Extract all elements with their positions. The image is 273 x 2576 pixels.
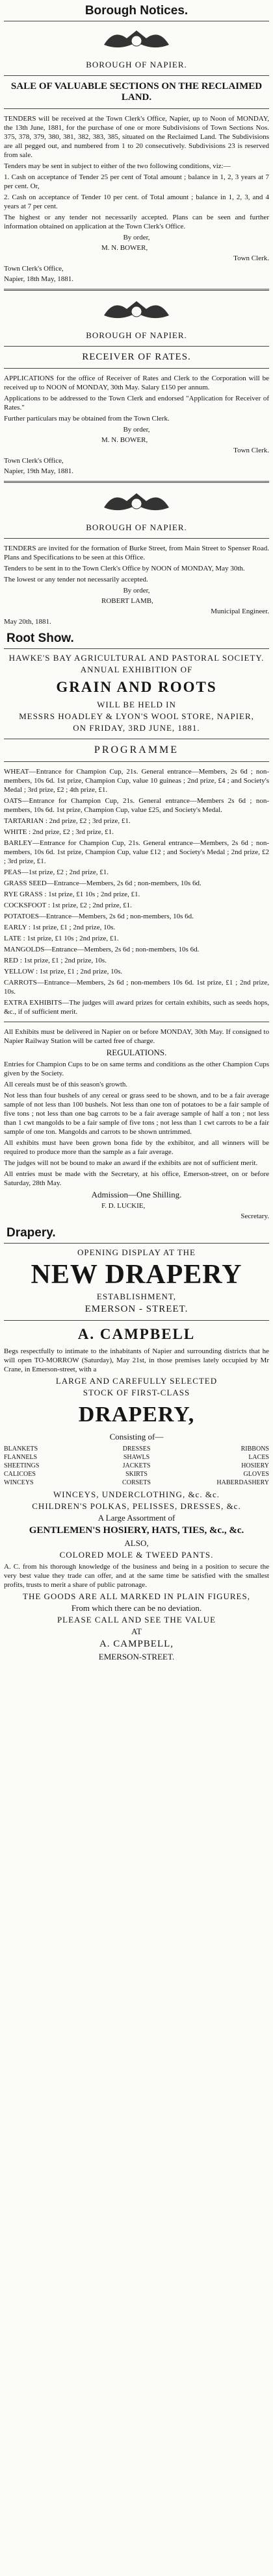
prize-item: MANGOLDS—Entrance—Members, 2s 6d ; non-members, 10s 6d. bbox=[4, 946, 200, 953]
prize-item: WHEAT—Entrance for Champion Cup, 21s. General entrance—Members, 2s 6d ; non-members, 10s 6d. 1st prize, Champion Cup, value 10 guineas ; 2nd prize, £4 ; and Society's Medal ; 3rd prize, £2 ; 4th prize, £1. bbox=[4, 768, 269, 794]
underclothing: WINCEYS, UNDERCLOTHING, &c. &c. bbox=[53, 1490, 220, 1499]
stock-heading: LARGE AND CAREFULLY SELECTED bbox=[55, 1376, 218, 1386]
drapery-word: DRAPERY, bbox=[78, 1403, 195, 1427]
root-show-section bbox=[0, 628, 273, 1221]
prize-item: BARLEY—Entrance for Champion Cup, 21s. General entrance—Members, 2s 6d ; non-members, 10s 6d. 1st prize, Champion Cup, value £12 ; and Society's Medal ; 2nd prize, £2 ; 3rd prize, £1. bbox=[4, 839, 269, 865]
borough-section bbox=[0, 0, 273, 626]
gentlemen-line: GENTLEMEN'S HOSIERY, HATS, TIES, &c., &c. bbox=[29, 1525, 244, 1536]
street: EMERSON - STREET. bbox=[84, 1304, 188, 1314]
goods-item: JACKETS bbox=[122, 1462, 151, 1469]
by-order: By order, bbox=[123, 426, 150, 434]
goods-item: LACES bbox=[248, 1454, 269, 1461]
society-name: HAWKE'S BAY AGRICULTURAL AND PASTORAL SOCIETY. bbox=[8, 653, 265, 663]
address: Town Clerk's Office, bbox=[4, 265, 64, 273]
signatory: M. N. BOWER, bbox=[101, 436, 148, 444]
notice-title: SALE OF VALUABLE SECTIONS ON THE RECLAIMED LAND. bbox=[10, 81, 263, 103]
by-order: By order, bbox=[123, 234, 150, 241]
office: Municipal Engineer. bbox=[211, 607, 269, 615]
entries-note: All Exhibits must be delivered in Napier on or before MONDAY, 30th May. If consigned to Napier Railway Station will be carted free of charge. bbox=[4, 1028, 269, 1045]
please-call: PLEASE CALL AND SEE THE VALUE bbox=[57, 1615, 216, 1625]
establishment: ESTABLISHMENT, bbox=[96, 1292, 177, 1301]
regulation: All cereals must be of this season's growth. bbox=[4, 1081, 128, 1088]
intro-paragraph: Begs respectfully to intimate to the inhabitants of Napier and surrounding districts that he will open TO-MORROW (Saturday), May 21st, in those premises lately occupied by Mr Crane, in Emerson-street, with a bbox=[4, 1347, 269, 1373]
date: May 20th, 1881. bbox=[4, 618, 51, 626]
date: Napier, 19th May, 1881. bbox=[4, 467, 73, 475]
closing-paragraph: A. C. from his thorough knowledge of the business and being in a position to secure the very best value they trade can offer, and at the same time be satisfied with the smallest profits, trusts to merit a share of public patronage. bbox=[4, 1563, 269, 1589]
notice-heading: BOROUGH OF NAPIER. bbox=[86, 60, 187, 69]
prize-item: LATE : 1st prize, £1 10s ; 2nd prize, £1. bbox=[4, 935, 119, 942]
at: AT bbox=[131, 1626, 142, 1636]
section-title: Drapery. bbox=[4, 1222, 269, 1244]
signature-name: A. CAMPBELL, bbox=[99, 1639, 174, 1649]
regulation: Not less than four bushels of any cereal or grass seed to be shown, and to be a fair average sample of not less than 100 bushels. Not less than one ton of potatoes to be a fair sample of five tons ; not less than one bag carrots to be a fair average sample of half a ton ; not less than 1 cwt mangolds to be a fair sample of five tons ; not less than 1 cwt carrots to be a fair sample of one ton. Mangolds and carrots to be shown untrimmed. bbox=[4, 1092, 269, 1136]
prize-item: YELLOW : 1st prize, £1 ; 2nd prize, 10s. bbox=[4, 968, 123, 975]
prize-item: TARTARIAN : 2nd prize, £2 ; 3rd prize, £1. bbox=[4, 817, 131, 825]
goods-item: HABERDASHERY bbox=[216, 1479, 269, 1486]
goods-item: DRESSES bbox=[122, 1445, 151, 1453]
consisting: Consisting of— bbox=[109, 1432, 164, 1441]
notice-heading: BOROUGH OF NAPIER. bbox=[86, 522, 187, 532]
goods-item: SHAWLS bbox=[123, 1454, 150, 1461]
prize-item: COCKSFOOT : 1st prize, £2 ; 2nd prize, £1. bbox=[4, 902, 132, 909]
office: Town Clerk. bbox=[233, 254, 269, 262]
signatory: ROBERT LAMB, bbox=[101, 597, 153, 605]
goods-item: BLANKETS bbox=[4, 1445, 38, 1453]
prize-item: CARROTS—Entrance—Members, 2s 6d ; non-members 10s 6d. 1st prize, £1 ; 2nd prize, 10s. bbox=[4, 979, 269, 996]
show-date: ON FRIDAY, 3RD JUNE, 1881. bbox=[73, 723, 200, 733]
notice-paragraph: Tenders may be sent in subject to either of the two following conditions, viz:— bbox=[4, 162, 231, 170]
notice-paragraph: TENDERS are invited for the formation of Burke Street, from Main Street to Spenser Road. Plans and Specifications to be seen at this Office. bbox=[4, 545, 269, 561]
prize-item: RYE GRASS : 1st prize, £1 10s ; 2nd prize, £1. bbox=[4, 890, 140, 898]
moles-line: COLORED MOLE & TWEED PANTS. bbox=[59, 1550, 214, 1560]
goods-item: CALICOES bbox=[4, 1471, 36, 1478]
grain-roots-title: GRAIN AND ROOTS bbox=[56, 679, 217, 695]
goods-item: WINCEYS bbox=[4, 1479, 34, 1486]
notice-heading: BOROUGH OF NAPIER. bbox=[86, 330, 187, 340]
goods-item: SKIRTS bbox=[125, 1471, 148, 1478]
goods-item: CORSETS bbox=[122, 1479, 151, 1486]
notice-paragraph: The highest or any tender not necessarily accepted. Plans can be seen and further information obtained on application at the Town Clerk's Office. bbox=[4, 214, 269, 230]
also: ALSO, bbox=[124, 1538, 149, 1548]
notice-paragraph: Further particulars may be obtained from the Town Clerk. bbox=[4, 415, 170, 423]
regulation: All exhibits must have been grown bona fide by the exhibitor, and all winners will be required to produce more than the sample as a fair average. bbox=[4, 1139, 269, 1156]
owner-name: A. CAMPBELL bbox=[77, 1326, 196, 1342]
regulation: All entries must be made with the Secretary, at his office, Emerson-street, on or before Saturday, 28th May. bbox=[4, 1170, 269, 1187]
admission: Admission—One Shilling. bbox=[91, 1190, 182, 1199]
stock-heading: STOCK OF FIRST-CLASS bbox=[83, 1388, 190, 1397]
by-order: By order, bbox=[123, 587, 150, 595]
goods-item: RIBBONS bbox=[240, 1445, 269, 1453]
coat-of-arms-icon bbox=[4, 296, 269, 329]
programme-heading: PROGRAMME bbox=[94, 744, 179, 755]
no-deviation: From which there can be no deviation. bbox=[71, 1603, 202, 1613]
section-title: Borough Notices. bbox=[4, 0, 269, 21]
venue: MESSRS HOADLEY & LYON'S WOOL STORE, NAPIER, bbox=[19, 711, 254, 721]
notice-title: RECEIVER OF RATES. bbox=[82, 352, 191, 362]
coat-of-arms-icon bbox=[4, 25, 269, 58]
opening-display: OPENING DISPLAY AT THE bbox=[77, 1247, 196, 1257]
prize-item: PEAS—1st prize, £2 ; 2nd prize, £1. bbox=[4, 868, 109, 876]
regulations-heading: REGULATIONS. bbox=[106, 1048, 167, 1057]
goods-grid bbox=[4, 1445, 269, 1487]
goods-item: GLOVES bbox=[243, 1471, 269, 1478]
drapery-section bbox=[0, 1222, 273, 1662]
office: Secretary. bbox=[240, 1212, 269, 1220]
goods-item: HOSIERY bbox=[241, 1462, 269, 1469]
prize-item: EARLY : 1st prize, £1 ; 2nd prize, 10s. bbox=[4, 924, 116, 931]
prize-item: GRASS SEED—Entrance—Members, 2s 6d ; non-members, 10s 6d. bbox=[4, 879, 202, 887]
goods-col-3 bbox=[181, 1445, 269, 1487]
regulation: Entries for Champion Cups to be on same terms and conditions as the other Champion Cups given by the Society. bbox=[4, 1061, 269, 1077]
notice-paragraph: 2. Cash on acceptance of Tender 10 per cent. of Total amount ; balance in 1, 2, 3, and 4 years at 7 per cent. bbox=[4, 193, 269, 210]
goods-col-2 bbox=[92, 1445, 181, 1487]
notice-paragraph: TENDERS will be received at the Town Clerk's Office, Napier, up to Noon of MONDAY, the 13th June, 1881, for the purchase of one or more Subdivisions of Town Sections Nos. 375, 378, 379, 380, 381, 382, 383, 385, situated on the Reclaimed Land. The Subdivisions are all pegged out, and numbered from 1 to 20 consecutively. Subdivisions 23 is reserved from sale. bbox=[4, 115, 269, 159]
date: Napier, 18th May, 1881. bbox=[4, 275, 73, 283]
signatory: M. N. BOWER, bbox=[101, 244, 148, 252]
prize-item: WHITE : 2nd prize, £2 ; 3rd prize, £1. bbox=[4, 828, 114, 836]
notice-paragraph: The lowest or any tender not necessarily accepted. bbox=[4, 576, 148, 583]
notice-paragraph: Tenders to be sent in to the Town Clerk's Office by NOON of MONDAY, May 30th. bbox=[4, 565, 245, 572]
new-drapery-title: NEW DRAPERY bbox=[31, 1260, 242, 1290]
notice-paragraph: APPLICATIONS for the office of Receiver of Rates and Clerk to the Corporation will be received up to NOON of MONDAY, 30th May. Salary £150 per annum. bbox=[4, 374, 269, 391]
prize-item: EXTRA EXHIBITS—The judges will award prizes for certain exhibits, such as seeds hops, &c., if of sufficient merit. bbox=[4, 999, 269, 1016]
goods-item: SHEETINGS bbox=[4, 1462, 40, 1469]
signatory: F. D. LUCKIE, bbox=[101, 1202, 146, 1210]
address: Town Clerk's Office, bbox=[4, 457, 64, 465]
coat-of-arms-icon bbox=[4, 488, 269, 521]
notice-paragraph: 1. Cash on acceptance of Tender 25 per cent of Total amount ; balance in 1, 2, 3 years at 7 per cent. Or, bbox=[4, 173, 269, 190]
assortment: A Large Assortment of bbox=[98, 1513, 176, 1523]
goods-item: FLANNELS bbox=[4, 1454, 38, 1461]
prize-item: RED : 1st prize, £1 ; 2nd prize, 10s. bbox=[4, 957, 107, 964]
prize-item: POTATOES—Entrance—Members, 2s 6d ; non-members, 10s 6d. bbox=[4, 913, 194, 920]
held-in: WILL BE HELD IN bbox=[97, 700, 176, 709]
signature-street: EMERSON-STREET. bbox=[98, 1652, 175, 1662]
annual-exhibition: ANNUAL EXHIBITION OF bbox=[80, 665, 193, 674]
section-title: Root Show. bbox=[4, 628, 269, 649]
children-line: CHILDREN'S POLKAS, PELISSES, DRESSES, &c. bbox=[32, 1501, 241, 1511]
office: Town Clerk. bbox=[233, 447, 269, 454]
notice-paragraph: Applications to be addressed to the Town Clerk and endorsed "Application for Receiver of Rates." bbox=[4, 395, 269, 411]
prize-item: OATS—Entrance for Champion Cup, 21s. General entrance—Members 2s 6d ; non-members, 10s 6d. 1st prize, Champion Cup, value £25, and Society's Medal. bbox=[4, 797, 269, 814]
goods-col-1 bbox=[4, 1445, 92, 1487]
regulation: The judges will not be bound to make an award if the exhibits are not of sufficient merit. bbox=[4, 1159, 258, 1167]
goods-marked: THE GOODS ARE ALL MARKED IN PLAIN FIGURES, bbox=[23, 1591, 250, 1601]
